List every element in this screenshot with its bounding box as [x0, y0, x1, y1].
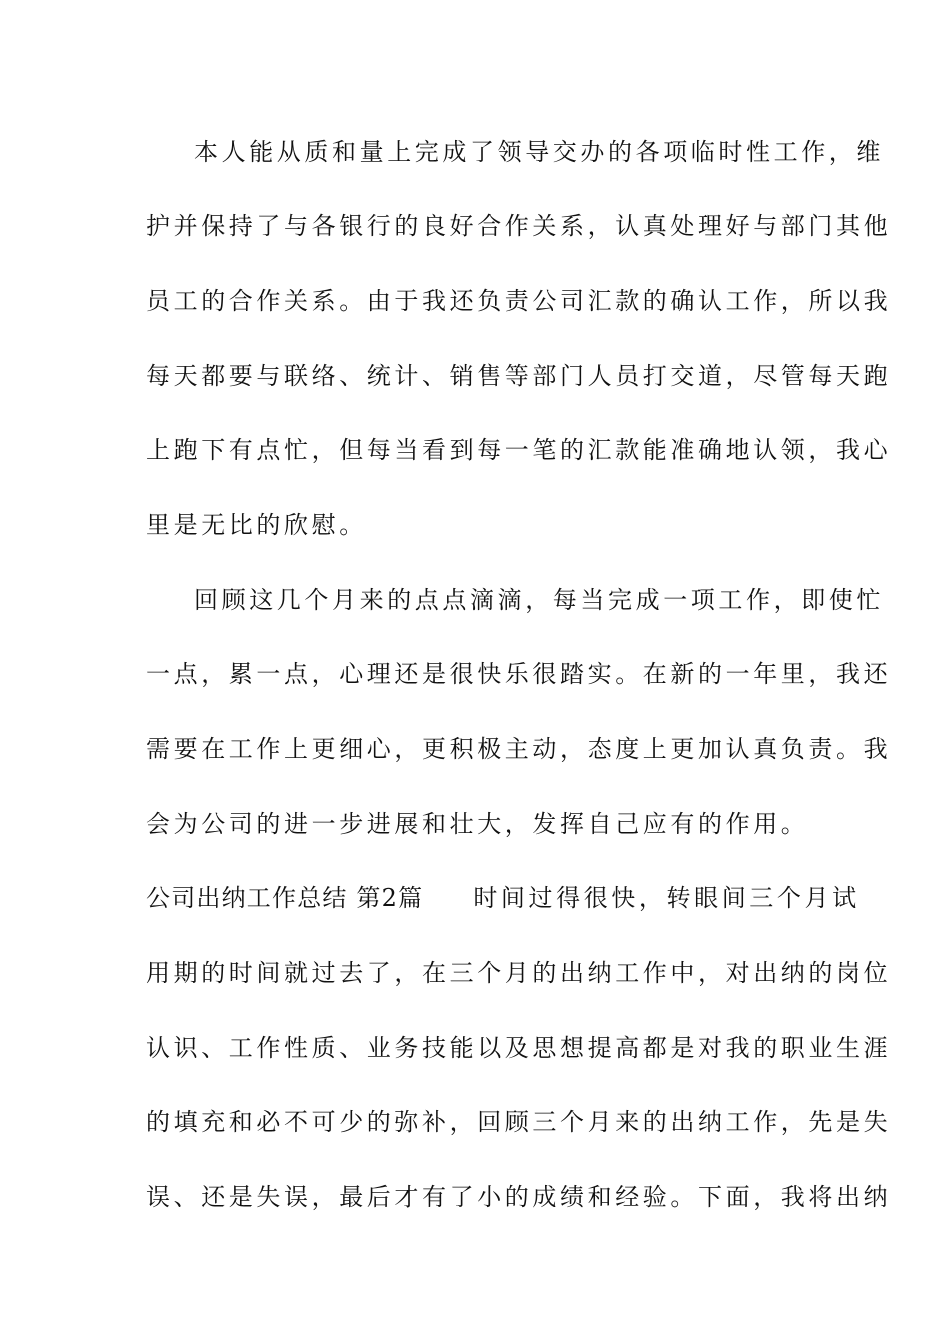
section-heading: 公司出纳工作总结 第2篇	[146, 884, 424, 912]
paragraph-1-line-1: 本人能从质和量上完成了领导交办的各项临时性工作，维	[194, 138, 884, 166]
paragraph-1-line-6: 里是无比的欣慰。	[146, 511, 367, 539]
section-line-5: 误、还是失误，最后才有了小的成绩和经验。下面，我将出纳	[146, 1183, 892, 1211]
paragraph-1-line-2: 护并保持了与各银行的良好合作关系，认真处理好与部门其他	[146, 212, 892, 240]
paragraph-2-line-2: 一点，累一点，心理还是很快乐很踏实。在新的一年里，我还	[146, 660, 892, 688]
section-line-4: 的填充和必不可少的弥补，回顾三个月来的出纳工作，先是失	[146, 1108, 892, 1136]
section-first-line: 时间过得很快，转眼间三个月试	[473, 884, 860, 912]
paragraph-2-line-4: 会为公司的进一步进展和壮大，发挥自己应有的作用。	[146, 810, 809, 838]
paragraph-1-line-4: 每天都要与联络、统计、销售等部门人员打交道，尽管每天跑	[146, 362, 892, 390]
section-heading-line	[146, 878, 860, 918]
paragraph-2-line-3: 需要在工作上更细心，更积极主动，态度上更加认真负责。我	[146, 735, 892, 763]
paragraph-1-line-5: 上跑下有点忙，但每当看到每一笔的汇款能准确地认领，我心	[146, 436, 892, 464]
paragraph-1-line-3: 员工的合作关系。由于我还负责公司汇款的确认工作，所以我	[146, 287, 892, 315]
section-line-2: 用期的时间就过去了，在三个月的出纳工作中，对出纳的岗位	[146, 959, 892, 987]
section-line-3: 认识、工作性质、业务技能以及思想提高都是对我的职业生涯	[146, 1034, 892, 1062]
paragraph-2-line-1: 回顾这几个月来的点点滴滴，每当完成一项工作，即使忙	[194, 586, 884, 614]
